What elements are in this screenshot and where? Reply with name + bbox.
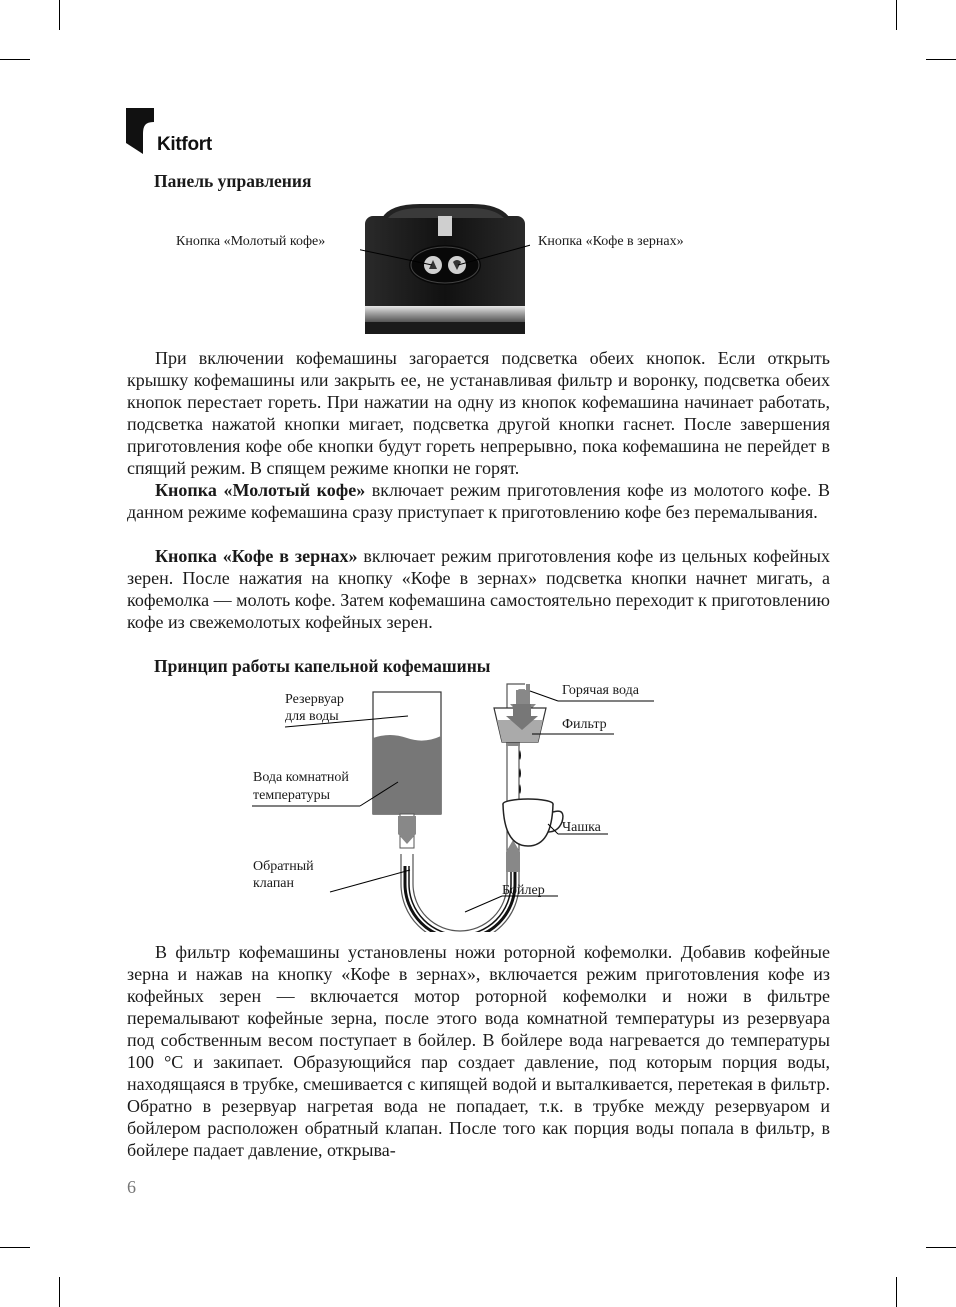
crop-mark: [926, 1247, 956, 1248]
label-hot-water: Горячая вода: [562, 683, 639, 698]
paragraph-beans-coffee: Кнопка «Кофе в зернах» включает режим приготовления кофе из цельных кофейных зерен. После нажатия на кнопку «Кофе в зернах» подсветка кнопки начнет мигать, а кофемолка — молоть кофе. Затем кофемашина самостоятельно переходит к приготовлению кофе из свежемолотых кофейных зерен.: [127, 546, 830, 632]
label-check-valve-line1: Обратный: [253, 859, 314, 874]
label-check-valve-line2: клапан: [253, 876, 295, 891]
control-panel-title: Панель управления: [154, 171, 312, 191]
label-reservoir-line2: для воды: [285, 709, 339, 724]
crop-mark: [59, 1277, 60, 1307]
crop-mark: [896, 0, 897, 30]
paragraph-principle: В фильтр кофемашины установлены ножи роторной кофемолки. Добавив кофейные зерна и нажав на кнопку «Кофе в зернах», включается режим приготовления кофе из кофейных зерен — включается мотор роторной кофемолки и ножи в фильтре перемалывают кофейные зерна, после этого вода комнатной температуры из резервуара под собственным весом поступает в бойлер. В бойлере вода нагревается до температуры 100 °С и закипает. Образующийся пар создает давление, под которым порция воды, находящаяся в трубке, смешивается с кипящей водой и выталкивается, перетекая в фильтр. Обратно в резервуар нагретая вода не попадает, т.к. в трубке между резервуаром и бойлером расположен обратный клапан. После того как порция воды попала в фильтр, в бойлере падает давление, открыва-: [127, 942, 830, 1160]
label-cup: Чашка: [562, 820, 601, 835]
label-filter: Фильтр: [562, 717, 607, 732]
label-room-water-line2: температуры: [253, 788, 331, 803]
crop-mark: [0, 59, 30, 60]
label-reservoir-line1: Резервуар: [285, 692, 344, 707]
label-beans-coffee-button: Кнопка «Кофе в зернах»: [538, 234, 684, 249]
label-room-water-line1: Вода комнатной: [253, 770, 349, 785]
coffee-machine-panel-image: [360, 198, 530, 334]
paragraph-panel-lighting: При включении кофемашины загорается подсветка обеих кнопок. Если открыть крышку кофемашины или закрыть ее, не устанавливая фильтр и воронку, подсветка обеих кнопок перестает гореть. При нажатии на одну из кнопок кофемашина начинает работать, подсветка нажатой кнопки мигает, подсветка другой кнопки гаснет. После завершения приготовления кофе обе кнопки будут гореть непрерывно, пока кофемашина не перейдет в спящий режим. В спящем режиме кнопки не горят.: [127, 348, 830, 478]
page-number: 6: [127, 1177, 136, 1197]
label-ground-coffee-button: Кнопка «Молотый кофе»: [176, 234, 326, 249]
crop-mark: [926, 59, 956, 60]
paragraph-ground-coffee: Кнопка «Молотый кофе» включает режим приготовления кофе из молотого кофе. В данном режиме кофемашина сразу приступает к приготовлению кофе без перемалывания.: [127, 480, 830, 522]
principle-title: Принцип работы капельной кофемашины: [154, 656, 491, 676]
crop-mark: [896, 1277, 897, 1307]
crop-mark: [59, 0, 60, 30]
crop-mark: [0, 1247, 30, 1248]
label-boiler: Бойлер: [502, 883, 545, 898]
brand-name: Kitfort: [157, 134, 212, 155]
